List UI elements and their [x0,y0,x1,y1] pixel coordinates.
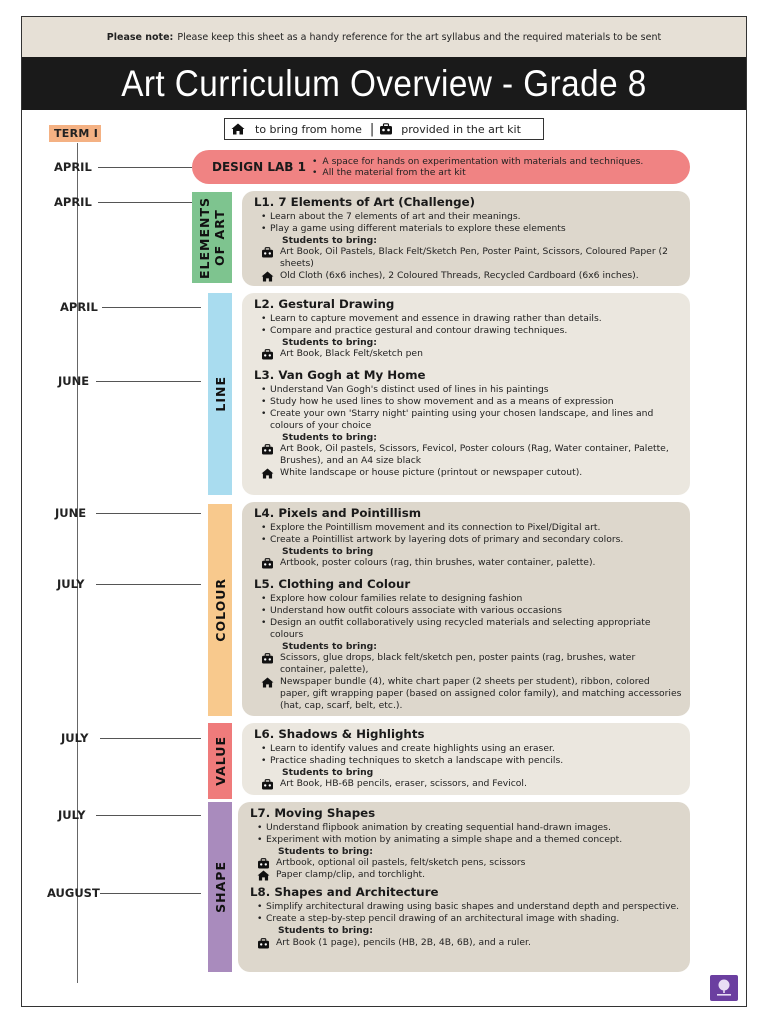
list-item: • Create a Pointillist artwork by layering dots of primary and secondary colors. [270,534,682,546]
lesson-card-colour [242,502,690,716]
note-bar [22,17,746,57]
month-connector [100,893,201,894]
material-row [254,270,682,282]
material-row [254,348,682,360]
list-item: • Explore how colour families relate to designing fashion [270,593,682,605]
kit-icon [260,558,275,569]
material-text: Art Book, Oil Pastels, Black Felt/Sketch Pen, Poster Paint, Scissors, Coloured Paper (2 sheets) [280,246,668,270]
bring-label: Students to bring: [282,336,377,348]
material-row [250,857,682,869]
list-item: • A space for hands on experimentation with materials and techniques. [312,156,643,167]
material-row [254,778,682,790]
list-item: • Study how he used lines to show movement and as a means of expression [270,396,682,408]
month-label: JULY [58,808,86,822]
bring-label: Students to bring: [278,845,373,857]
month-label: JULY [57,577,85,591]
material-text: Scissors, glue drops, black felt/sketch pen, poster paints (rag, brushes, water container, palette), [280,652,636,676]
legend [224,118,544,140]
kit-icon [260,349,275,360]
legend-separator: | [369,121,375,137]
list-item: • Create your own 'Starry night' painting using your chosen landscape, and lines and colours of your choice [270,408,682,432]
material-text: Artbook, optional oil pastels, felt/sketch pens, scissors [276,857,526,869]
month-connector [96,381,201,382]
title-bar [22,57,746,110]
legend-kit-text: provided in the art kit [401,122,521,136]
material-row [250,869,682,881]
month-connector [102,307,201,308]
list-item: • Compare and practice gestural and contour drawing techniques. [270,325,682,337]
list-item: • Understand flipbook animation by creating sequential hand-drawn images. [266,822,682,834]
month-label: JUNE [58,374,90,388]
kit-icon [260,653,275,664]
list-item: • Understand Van Gogh's distinct used of lines in his paintings [270,384,682,396]
home-icon [260,468,275,479]
month-label: APRIL [54,195,92,209]
material-text: White landscape or house picture (printout or newspaper cutout). [280,466,583,478]
lesson-title: L4. Pixels and Pointillism [254,506,422,520]
month-connector [96,815,201,816]
list-item: • Learn to identify values and create highlights using an eraser. [270,743,682,755]
list-item: • Play a game using different materials to explore these elements [270,223,682,235]
home-icon [231,122,245,136]
list-item: • Learn about the 7 elements of art and their meanings. [270,211,682,223]
material-text: Paper clamp/clip, and torchlight. [276,869,426,881]
month-label: JUNE [55,506,87,520]
month-connector [98,202,192,203]
bring-label: Students to bring [282,545,374,557]
lesson-title: L3. Van Gogh at My Home [254,368,426,383]
list-item: • All the material from the art kit [312,167,643,178]
month-connector [100,738,201,739]
list-item: • Design an outfit collaboratively using recycled materials and selecting appropriate colours [270,617,682,641]
kit-icon [379,122,393,136]
bring-label: Students to bring: [282,640,377,652]
section-tag-elements: ELEMENTS OF ART [192,192,232,283]
lesson-card-elements [242,191,690,286]
month-connector [98,167,192,168]
material-text: Art Book, Black Felt/sketch pen [280,348,423,360]
section-tag-line: LINE [208,293,232,495]
lesson-title: L7. Moving Shapes [250,806,376,820]
month-connector [96,584,201,585]
material-row [254,443,682,467]
home-icon [260,271,275,282]
kit-icon [260,779,275,790]
material-text: Artbook, poster colours (rag, thin brushes, water container, palette). [280,557,596,569]
material-row [254,467,682,479]
lesson-title: L1. 7 Elements of Art (Challenge) [254,195,475,209]
list-item: • Explore the Pointillism movement and its connection to Pixel/Digital art. [270,522,682,534]
kit-icon [256,938,271,949]
material-row [250,937,682,949]
bring-label: Students to bring [282,766,374,778]
list-item: • Practice shading techniques to sketch a landscape with pencils. [270,755,682,767]
kit-icon [260,247,275,258]
curriculum-sheet [21,16,747,1007]
material-row [254,676,682,711]
lesson-card-value [242,723,690,795]
material-text: Art Book, HB-6B pencils, eraser, scissors, and Fevicol. [280,778,527,790]
lesson-title: L5. Clothing and Colour [254,577,411,592]
home-icon [260,677,275,688]
design-lab-banner [192,150,690,184]
school-logo [710,975,738,1001]
list-item: • Learn to capture movement and essence in drawing rather than details. [270,313,682,325]
material-row [254,557,682,569]
lesson-title: L6. Shadows & Highlights [254,727,425,741]
list-item: • Understand how outfit colours associate with various occasions [270,605,682,617]
lesson-card-line [242,293,690,495]
note-text: Please keep this sheet as a handy reference for the art syllabus and the required materials to be sent [177,31,662,43]
section-tag-colour: COLOUR [208,504,232,716]
timeline-line [77,143,78,983]
design-lab-points [312,156,643,178]
month-label: JULY [61,731,89,745]
lesson-title: L8. Shapes and Architecture [250,885,439,900]
month-label: AUGUST [47,886,100,900]
kit-icon [260,444,275,455]
section-tag-shape: SHAPE [208,802,232,972]
section-tag-value: VALUE [208,723,232,799]
term-badge: TERM I [49,125,101,142]
list-item: • Experiment with motion by animating a simple shape and a themed concept. [266,834,682,846]
list-item: • Simplify architectural drawing using basic shapes and understand depth and perspective. [266,901,682,913]
lesson-card-shape [238,802,690,972]
design-lab-title: DESIGN LAB 1 [212,160,306,174]
material-text: Art Book (1 page), pencils (HB, 2B, 4B, 6B), and a ruler. [276,936,531,948]
list-item: • Create a step-by-step pencil drawing of an architectural image with shading. [266,913,682,925]
note-label: Please note: [106,31,174,43]
material-text: Art Book, Oil pastels, Scissors, Fevicol, Poster colours (Rag, Water container, Palette, Brushes), and an A4 size black [280,443,669,467]
bring-label: Students to bring: [282,431,377,443]
tree-logo-icon [713,978,735,998]
lesson-title: L2. Gestural Drawing [254,297,395,311]
month-label: APRIL [54,160,92,174]
material-text: Old Cloth (6x6 inches), 2 Coloured Threads, Recycled Cardboard (6x6 inches). [280,269,639,281]
kit-icon [256,858,271,869]
month-connector [96,513,201,514]
month-label: APRIL [60,300,98,314]
material-row [254,246,682,270]
home-icon [256,870,271,881]
bring-label: Students to bring: [278,924,373,936]
material-text: Newspaper bundle (4), white chart paper (2 sheets per student), ribbon, colored paper, gift wrapping paper (based on assigned color family), and matching accessories (hat, cap, scarf, belt, etc.). [280,675,682,711]
legend-home-text: to bring from home [255,122,362,136]
material-row [254,652,682,676]
bring-label: Students to bring: [282,234,377,246]
page-title: Art Curriculum Overview - Grade 8 [121,62,647,104]
